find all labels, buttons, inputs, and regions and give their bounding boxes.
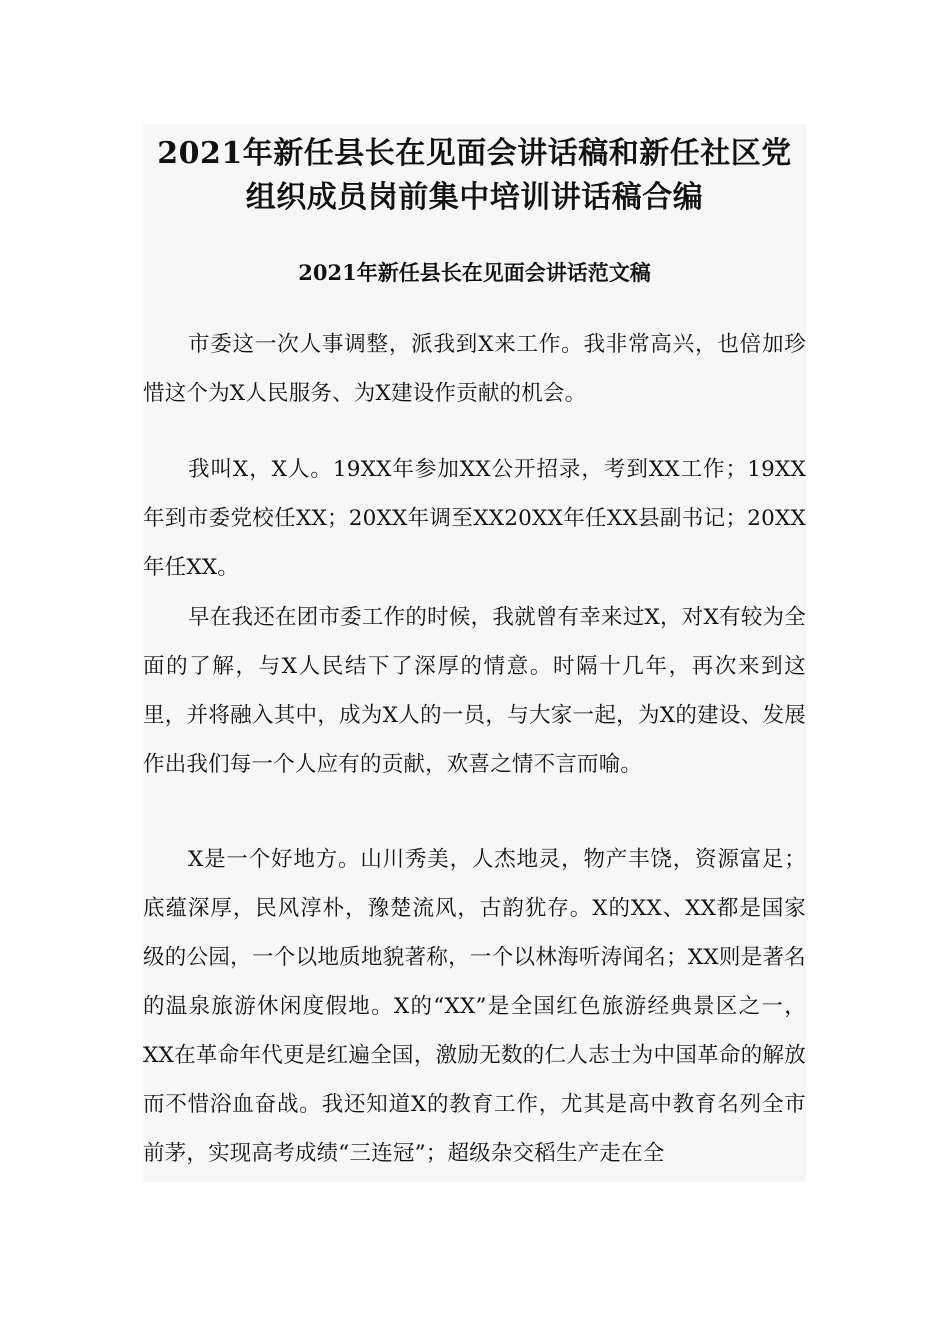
section-heading: 2021年新任县长在见面会讲话范文稿 [298, 260, 651, 285]
paragraph: 市委这一次人事调整，派我到X来工作。我非常高兴，也倍加珍惜这个为X人民服务、为X建设作贡献的机会。 [143, 332, 806, 406]
paragraph: X是一个好地方。山川秀美，人杰地灵，物产丰饶，资源富足；底蕴深厚，民风淳朴，豫楚流风，古韵犹存。X的XX、XX都是国家级的公园，一个以地质地貌著称，一个以林海听涛闻名；XX则是著名的温泉旅游休闲度假地。X的“XX”是全国红色旅游经典景区之一，XX在革命年代更是红遍全国，激励无数的仁人志士为中国革命的解放而不惜浴血奋战。我还知道X的教育工作，尤其是高中教育名列全市前茅，实现高考成绩“三连冠”；超级杂交稻生产走在全 [143, 847, 806, 1166]
document-title: 2021年新任县长在见面会讲话稿和新任社区党组织成员岗前集中培训讲话稿合编 [157, 136, 792, 215]
paragraph: 我叫X，X人。19XX年参加XX公开招录，考到XX工作；19XX年到市委党校任XX；20XX年调至XX20XX年任XX县副书记；20XX年任XX。 [143, 457, 806, 580]
paragraph: 早在我还在团市委工作的时候，我就曾有幸来过X，对X有较为全面的了解，与X人民结下了深厚的情意。时隔十几年，再次来到这里，并将融入其中，成为X人的一员，与大家一起，为X的建设、发展作出我们每一个人应有的贡献，欢喜之情不言而喻。 [143, 605, 806, 777]
document-page [143, 124, 806, 1182]
